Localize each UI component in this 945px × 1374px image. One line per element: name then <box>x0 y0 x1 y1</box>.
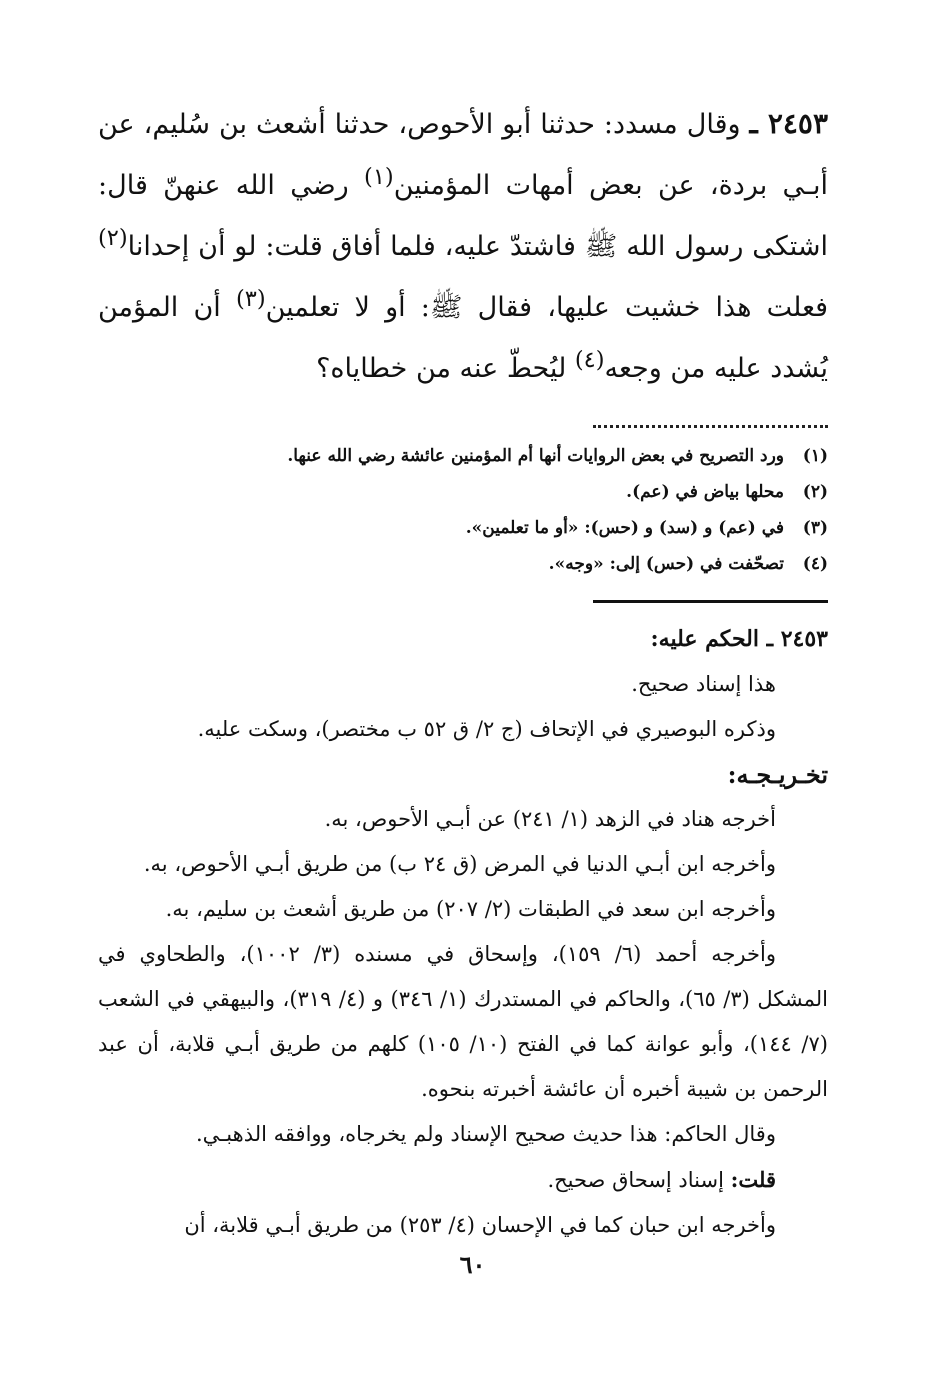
ibn-hibban-line: وأخرجه ابن حبان كما في الإحسان (٤/ ٢٥٣) من طريق أبـي قلابة، أن <box>184 1213 776 1237</box>
qultu-line <box>98 1157 828 1203</box>
hadith-number: ٢٤٥٣ ـ <box>749 107 828 140</box>
footnote-ref-1[interactable]: (١) <box>364 164 394 190</box>
page-number: ٦٠ <box>459 1250 486 1279</box>
hadith-text-part: ليُحطّ عنه من خطاياه؟ <box>316 353 575 384</box>
footnote-ref-2[interactable]: (٢) <box>98 225 128 251</box>
hadith-text-part: فعلت هذا خشيت عليها، فقال ﷺ: أو لا تعلمين <box>265 292 829 323</box>
footnotes <box>98 438 828 582</box>
footnote-item <box>98 510 828 546</box>
footnote-text: محلها بياض في (عم). <box>626 482 784 502</box>
footnote-ref-3[interactable]: (٣) <box>235 286 266 312</box>
ruling-text: هذا إسناد صحيح. <box>631 672 776 696</box>
busiri-note: وذكره البوصيري في الإتحاف (ج ٢/ ق ٥٢ ب مختصر)، وسكت عليه. <box>197 717 776 741</box>
footnote-dotted-separator <box>593 413 828 428</box>
takhrij-line: وأخرجه ابن أبـي الدنيا في المرض (ق ٢٤ ب) من طريق أبـي الأحوص، به. <box>143 852 776 876</box>
footnote-item <box>98 546 828 582</box>
qultu-text: إسناد إسحاق صحيح. <box>547 1168 731 1192</box>
qultu-label: قلت: <box>730 1167 776 1192</box>
takhrij-line: أخرجه هناد في الزهد (١/ ٢٤١) عن أبـي الأحوص، به. <box>324 807 776 831</box>
ruling-heading: ٢٤٥٣ ـ الحكم عليه: <box>650 626 828 652</box>
hadith-text-part: رضي الله عنهنّ قال: اشتكى رسول الله ﷺ فاشتدّ عليه، فلما أفاق قلت: لو أن إحدانا <box>98 170 828 262</box>
takhrij-heading: تخـريـجـه: <box>727 760 828 789</box>
footnote-text: ورد التصريح في بعض الروايات أنها أم المؤمنين عائشة رضي الله عنها. <box>287 446 784 466</box>
commentary-section <box>98 617 828 1248</box>
book-page <box>98 98 828 1298</box>
footnote-text: تصحّفت في (حس) إلى: «وجه». <box>548 554 784 574</box>
hakim-comment: وقال الحاكم: هذا حديث صحيح الإسناد ولم يخرجاه، ووافقه الذهبـي. <box>195 1122 776 1146</box>
footnote-number: (١) <box>802 446 828 466</box>
hadith-text-part: أن المؤمن يُشدد عليه من وجعه <box>98 292 828 384</box>
section-divider <box>593 600 828 603</box>
footnote-ref-4[interactable]: (٤) <box>574 347 605 373</box>
footnote-number: (٢) <box>802 482 828 502</box>
footnote-item <box>98 438 828 474</box>
footnote-text: في (عم) و (سد) و (حس): «أو ما تعلمين». <box>465 518 784 538</box>
hadith-text <box>98 98 828 395</box>
takhrij-line: وأخرجه ابن سعد في الطبقات (٢/ ٢٠٧) من طريق أشعث بن سليم، به. <box>165 897 776 921</box>
footnote-item <box>98 474 828 510</box>
hadith-text-part: وقال مسدد: حدثنا أبو الأحوص، حدثنا أشعث بن سُليم، عن أبـي بردة، عن بعض أمهات المؤمنين <box>98 109 828 201</box>
footnote-number: (٣) <box>802 518 828 538</box>
footnote-number: (٤) <box>802 554 828 574</box>
ahmad-paragraph: وأخرجه أحمد (٦/ ١٥٩)، وإسحاق في مسنده (٣/ ١٠٠٢)، والطحاوي في المشكل (٣/ ٦٥)، والحاكم في المستدرك (١/ ٣٤٦) و (٤/ ٣١٩)، والبيهقي في الشعب (٧/ ١٤٤)، وأبو عوانة كما في الفتح (١٠/ ١٠٥) كلهم من طريق أبـي قلابة، أن عبد الرحمن بن شيبة أخبره أن عائشة أخبرته بنحوه. <box>98 942 828 1101</box>
